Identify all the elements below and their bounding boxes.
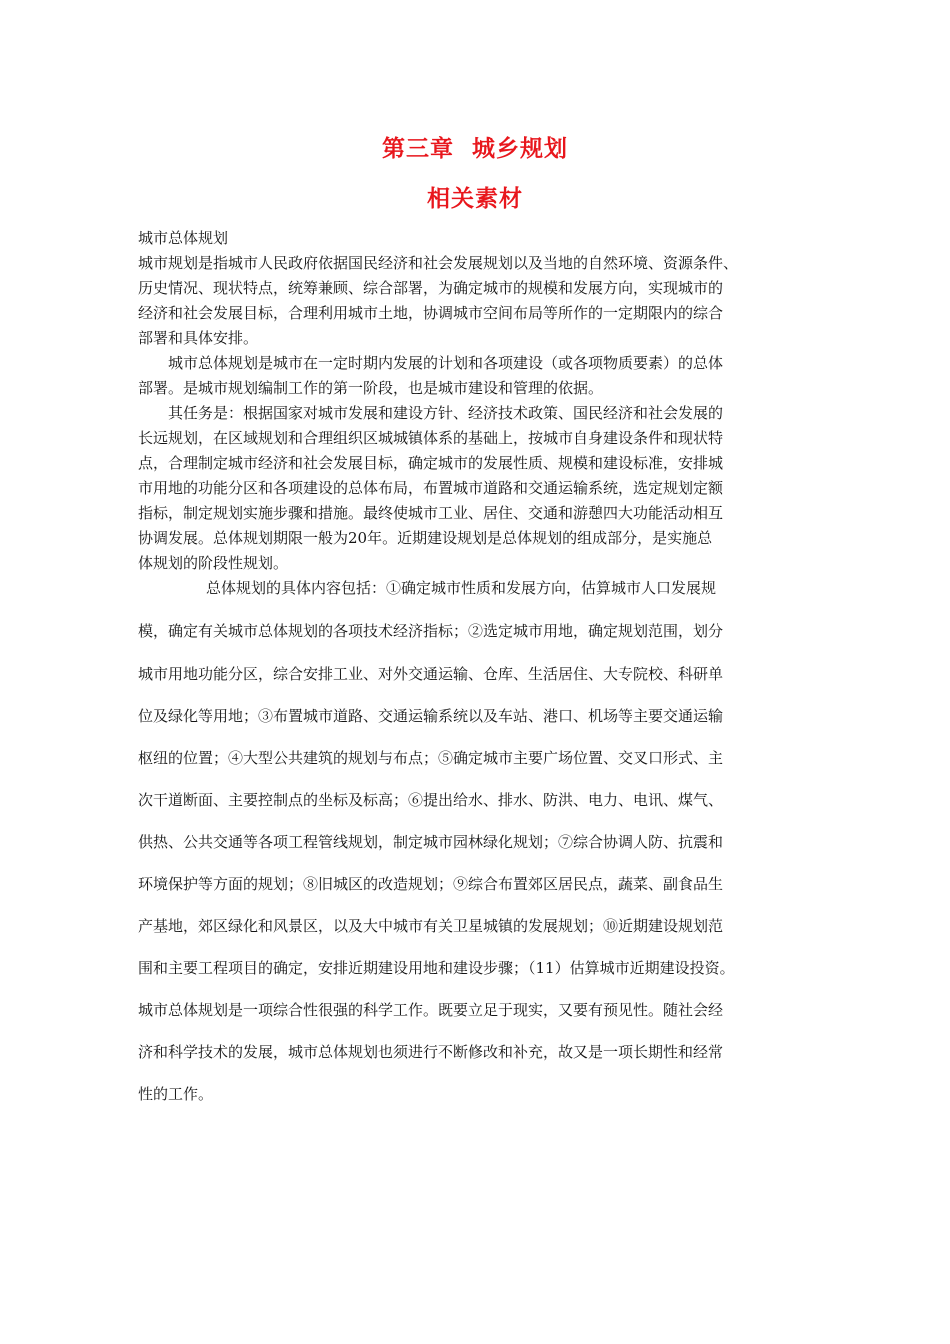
text-line: 体规划的阶段性规划。 <box>138 554 289 572</box>
text-line: 其任务是：根据国家对城市发展和建设方针、经济技术政策、国民经济和社会发展的 <box>168 404 724 422</box>
text-line: 总体规划的具体内容包括：①确定城市性质和发展方向，估算城市人口发展规 <box>206 579 717 597</box>
subtitle: 相关素材 <box>427 186 523 212</box>
text-line: 协调发展。总体规划期限一般为20年。近期建设规划是总体规划的组成部分，是实施总 <box>138 529 713 547</box>
text-line: 城市规划是指城市人民政府依据国民经济和社会发展规划以及当地的自然环境、资源条件、 <box>138 254 739 272</box>
text-line: 部署。是城市规划编制工作的第一阶段，也是城市建设和管理的依据。 <box>138 379 604 397</box>
text-line: 产基地，郊区绿化和风景区，以及大中城市有关卫星城镇的发展规划；⑩近期建设规划范 <box>138 917 724 935</box>
text-line: 次干道断面、主要控制点的坐标及标高；⑥提出给水、排水、防洪、电力、电讯、煤气、 <box>138 791 724 809</box>
text-line: 长远规划，在区域规划和合理组织区城城镇体系的基础上，按城市自身建设条件和现状特 <box>138 429 724 447</box>
text-line: 历史情况、现状特点，统筹兼顾、综合部署，为确定城市的规模和发展方向，实现城市的 <box>138 279 724 297</box>
text-line: 济和科学技术的发展，城市总体规划也须进行不断修改和补充，故又是一项长期性和经常 <box>138 1043 724 1061</box>
text-line: 位及绿化等用地；③布置城市道路、交通运输系统以及车站、港口、机场等主要交通运输 <box>138 707 724 725</box>
text-line: 供热、公共交通等各项工程管线规划，制定城市园林绿化规划；⑦综合协调人防、抗震和 <box>138 833 724 851</box>
text-line: 指标，制定规划实施步骤和措施。最终使城市工业、居住、交通和游憩四大功能活动相互 <box>138 504 724 522</box>
text-line: 城市用地功能分区，综合安排工业、对外交通运输、仓库、生活居住、大专院校、科研单 <box>138 665 724 683</box>
text-line: 市用地的功能分区和各项建设的总体布局，布置城市道路和交通运输系统，选定规划定额 <box>138 479 724 497</box>
section-heading: 城市总体规划 <box>138 229 229 247</box>
text-line: 城市总体规划是一项综合性很强的科学工作。既要立足于现实，又要有预见性。随社会经 <box>138 1001 724 1019</box>
text-line: 模，确定有关城市总体规划的各项技术经济指标；②选定城市用地，确定规划范围，划分 <box>138 622 724 640</box>
text-line: 环境保护等方面的规划；⑧旧城区的改造规划；⑨综合布置郊区居民点，蔬菜、副食品生 <box>138 875 724 893</box>
text-line: 城市总体规划是城市在一定时期内发展的计划和各项建设（或各项物质要素）的总体 <box>168 354 724 372</box>
chapter-title: 第三章 城乡规划 <box>381 136 568 162</box>
text-line: 点，合理制定城市经济和社会发展目标，确定城市的发展性质、规模和建设标准，安排城 <box>138 454 724 472</box>
text-line: 性的工作。 <box>138 1085 214 1103</box>
text-line: 枢纽的位置；④大型公共建筑的规划与布点；⑤确定城市主要广场位置、交叉口形式、主 <box>138 749 724 767</box>
text-line: 围和主要工程项目的确定，安排近期建设用地和建设步骤；（11）估算城市近期建设投资。 <box>138 959 735 977</box>
text-line: 部署和具体安排。 <box>138 329 259 347</box>
text-line: 经济和社会发展目标，合理利用城市土地，协调城市空间布局等所作的一定期限内的综合 <box>138 304 724 322</box>
